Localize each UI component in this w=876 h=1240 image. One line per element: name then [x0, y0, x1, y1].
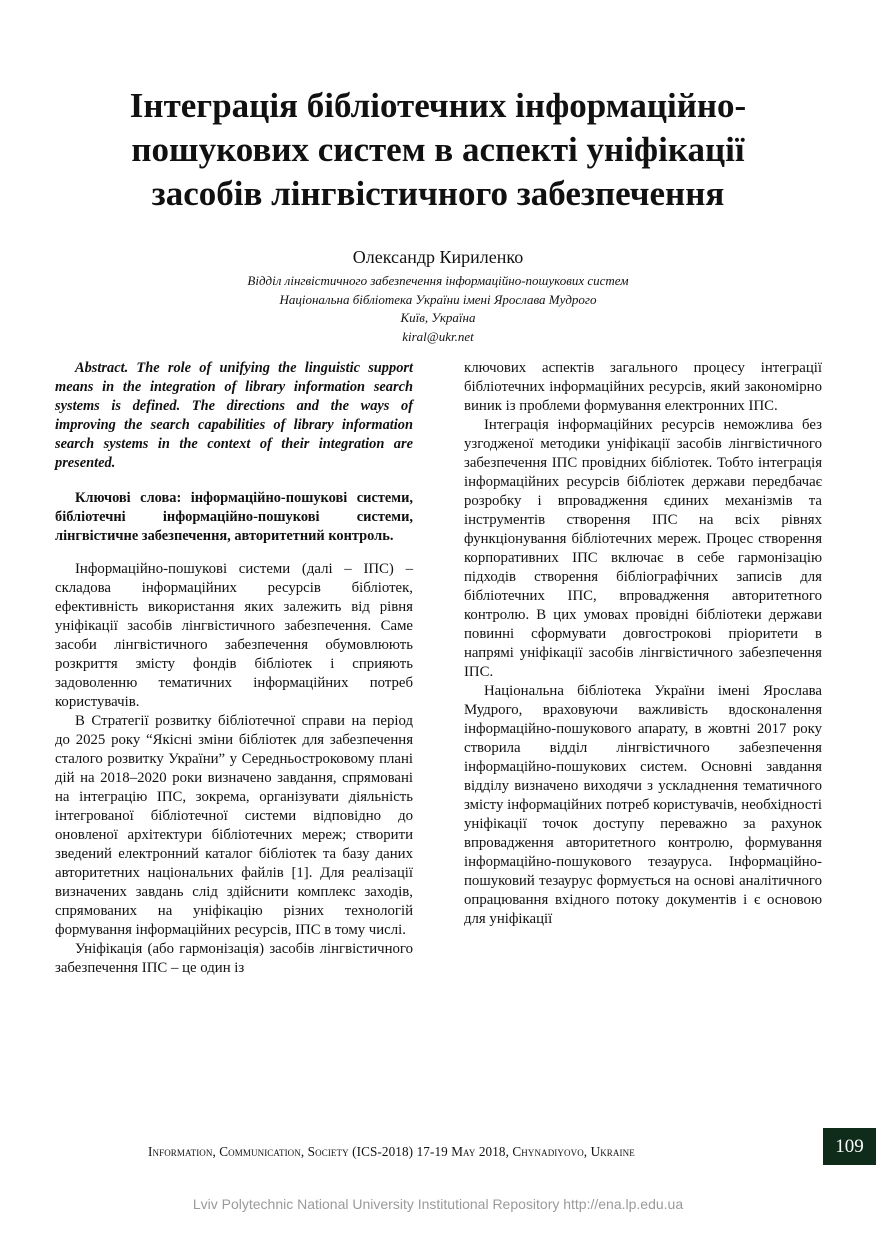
body-paragraph: Інтеграція інформаційних ресурсів неможлива без узгодженої методики уніфікації засобів лінгвістичного забезпечення ІПС провідних бібліотек. Тобто інтеграція інформаційних ресурсів бібліотек держави передбачає розробку і впровадження єдиних механізмів та інструментів створення ІПС на всіх рівнях функціонування бібліотечних мереж. Процес створення корпоративних ІПС включає в себе гармонізацію підходів створення бібліографічних записів для бібліотечних ІПС, впровадження авторитетного контролю. В цих умовах провідні бібліотеки держави повинні сформувати довгострокові пріоритети в напрямі уніфікації засобів лінгвістичного забезпечення ІПС. — [464, 417, 822, 680]
body-paragraph: ключових аспектів загального процесу інтеграції бібліотечних інформаційних ресурсів, який закономірно виник із проблеми формування електронних ІПС. — [464, 360, 822, 414]
title-line-2: пошукових систем в аспекті уніфікації — [131, 130, 745, 169]
title-line-3: засобів лінгвістичного забезпечення — [151, 174, 725, 213]
abstract: Abstract. The role of unifying the linguistic support means in the integration of library information search systems is defined. The directions and the ways of improving the search capabilities of library information search systems in the context of their integration are presented. — [55, 360, 413, 471]
repository-watermark: Lviv Polytechnic National University Institutional Repository http://ena.lp.edu.ua — [192, 1196, 684, 1212]
affiliation-department: Відділ лінгвістичного забезпечення інформаційно-пошукових систем — [247, 273, 629, 288]
author-name: Олександр Кириленко — [352, 247, 524, 267]
body-paragraph: Уніфікація (або гармонізація) засобів лінгвістичного забезпечення ІПС – це один із — [55, 941, 413, 976]
conference-footer: Information, Communication, Society (ICS-2018) 17-19 May 2018, Chynadiyovo, Ukraine — [148, 1144, 635, 1159]
author-email: kiral@ukr.net — [402, 328, 474, 344]
affiliation-library: Національна бібліотека України імені Ярослава Мудрого — [279, 291, 597, 307]
paper-title — [60, 84, 816, 216]
body-paragraph: Національна бібліотека України імені Ярослава Мудрого, враховуючи важливість вдосконалення інформаційно-пошукового апарату, в жовтні 2017 року створила відділ лінгвістичного забезпечення інформаційно-пошукових систем. Основні завдання відділу визначено виходячи з ускладнення тематичного змісту інформаційних потреб користувачів, необхідності уніфікації точок доступу переважно за рахунок впровадження авторитетного контролю, формування інформаційно-пошукового тезауруса. Інформаційно-пошуковий тезаурус формується на основі аналітичного опрацювання вхідного потоку документів і є основою для уніфікації — [464, 683, 822, 927]
author-affiliation — [60, 272, 816, 346]
body-paragraph: В Стратегії розвитку бібліотечної справи на період до 2025 року “Якісні зміни бібліотек для забезпечення сталого розвитку України” у Середньостроковому плані дій на 2018–2020 роки визначено завдання, спрямовані на інтеграцію ІПС, зокрема, організувати діяльність інтегрованої бібліотечної системи відповідно до оновленої архітектури бібліотечних мереж; створити зведений електронний каталог бібліотек та базу даних авторитетних національних файлів [1]. Для реалізації визначених завдань слід здійснити комплекс заходів, спрямованих на уніфікацію різних технологій формування інформаційних ресурсів, ІПС в тому числі. — [55, 713, 413, 938]
title-line-1: Інтеграція бібліотечних інформаційно- — [129, 86, 747, 125]
body-paragraph: Інформаційно-пошукові системи (далі – ІПС) – складова інформаційних ресурсів бібліотек, ефективність використання яких залежить від рівня уніфікації засобів лінгвістичного забезпечення. Саме засоби лінгвістичного забезпечення обумовлюють розкриття змісту фондів бібліотек і сприяють задоволенню тематичних інформаційних потреб користувачів. — [55, 561, 413, 710]
left-column — [55, 359, 413, 978]
right-column — [464, 359, 822, 929]
affiliation-city: Київ, Україна — [400, 310, 476, 325]
keywords: Ключові слова: інформаційно-пошукові системи, бібліотечні інформаційно-пошукові системи, лінгвістичне забезпечення, авторитетний контроль. — [55, 490, 413, 544]
page-number-badge: 109 — [823, 1128, 876, 1165]
